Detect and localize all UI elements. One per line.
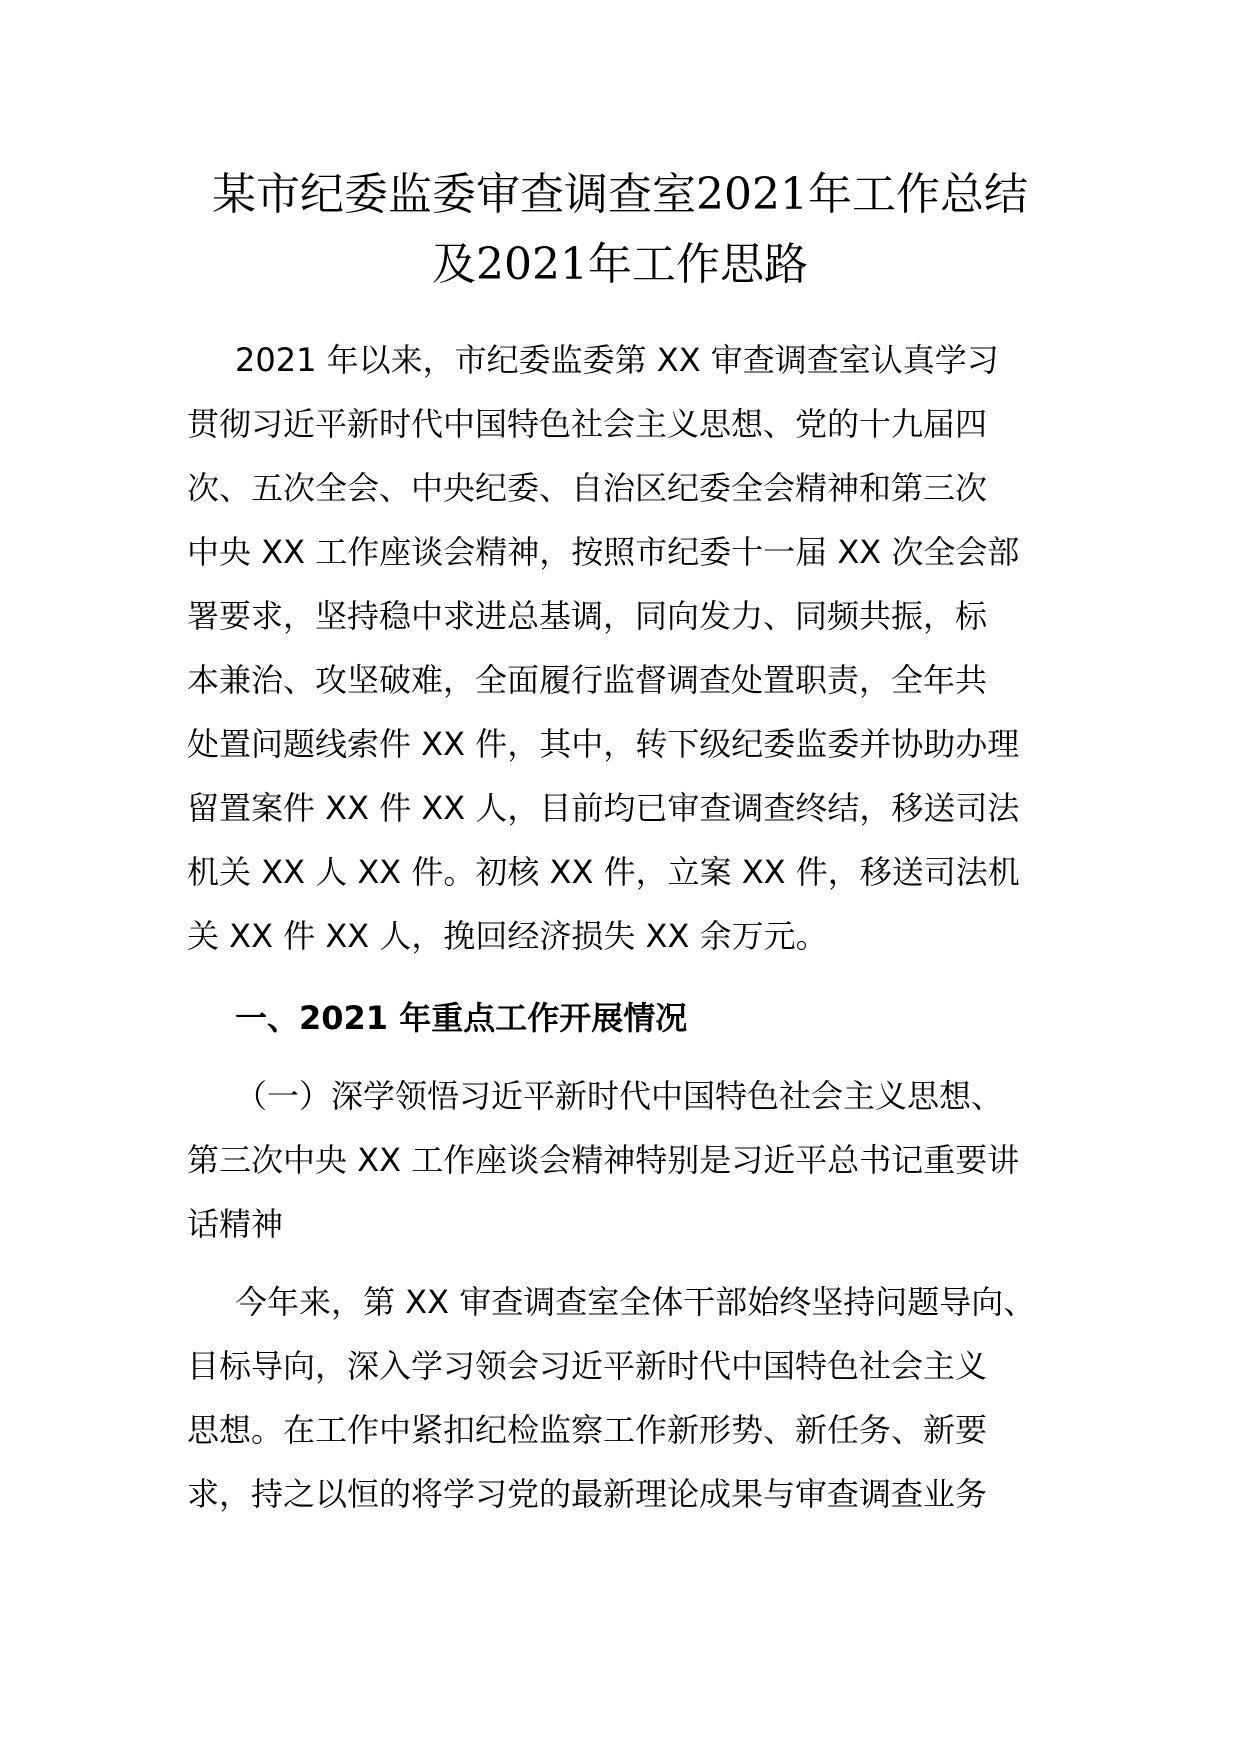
- paragraph-1-line: 机关 XX 人 XX 件。初核 XX 件，立案 XX 件，移送司法机: [187, 853, 1020, 891]
- paragraph-1-line: 2021 年以来，市纪委监委第 XX 审查调查室认真学习: [235, 341, 999, 379]
- paragraph-1-line: 次、五次全会、中央纪委、自治区纪委全会精神和第三次: [187, 469, 988, 507]
- paragraph-1-line: 留置案件 XX 件 XX 人，目前均已审查调查终结，移送司法: [187, 789, 1020, 827]
- paragraph-2-line: 今年来，第 XX 审查调查室全体干部始终坚持问题导向、: [235, 1283, 1036, 1321]
- paragraph-1-line: 署要求，坚持稳中求进总基调，同向发力、同频共振，标: [187, 597, 988, 635]
- paragraph-2-line: 目标导向，深入学习领会习近平新时代中国特色社会主义: [187, 1347, 988, 1385]
- paragraph-1-line: 本兼治、攻坚破难，全面履行监督调查处置职责，全年共: [187, 661, 988, 699]
- subsection-heading-line: 第三次中央 XX 工作座谈会精神特别是习近平总书记重要讲: [187, 1141, 1020, 1179]
- paragraph-2-line: 思想。在工作中紧扣纪检监察工作新形势、新任务、新要: [187, 1411, 988, 1449]
- paragraph-2-line: 求，持之以恒的将学习党的最新理论成果与审查调查业务: [187, 1475, 988, 1513]
- paragraph-1-line: 贯彻习近平新时代中国特色社会主义思想、党的十九届四: [187, 405, 988, 443]
- paragraph-1-line: 处置问题线索件 XX 件，其中，转下级纪委监委并协助办理: [187, 725, 1020, 763]
- section-heading: 一、2021 年重点工作开展情况: [235, 999, 688, 1037]
- paragraph-1-line: 中央 XX 工作座谈会精神，按照市纪委十一届 XX 次全会部: [187, 533, 1020, 571]
- subsection-heading-line: （一）深学领悟习近平新时代中国特色社会主义思想、: [235, 1077, 1004, 1115]
- document-title-line-1: 某市纪委监委审查调查室2021年工作总结: [212, 169, 1028, 220]
- paragraph-1-line: 关 XX 件 XX 人，挽回经济损失 XX 余万元。: [187, 917, 828, 955]
- subsection-heading-line: 话精神: [187, 1205, 284, 1243]
- document-title-line-2: 及2021年工作思路: [432, 239, 808, 290]
